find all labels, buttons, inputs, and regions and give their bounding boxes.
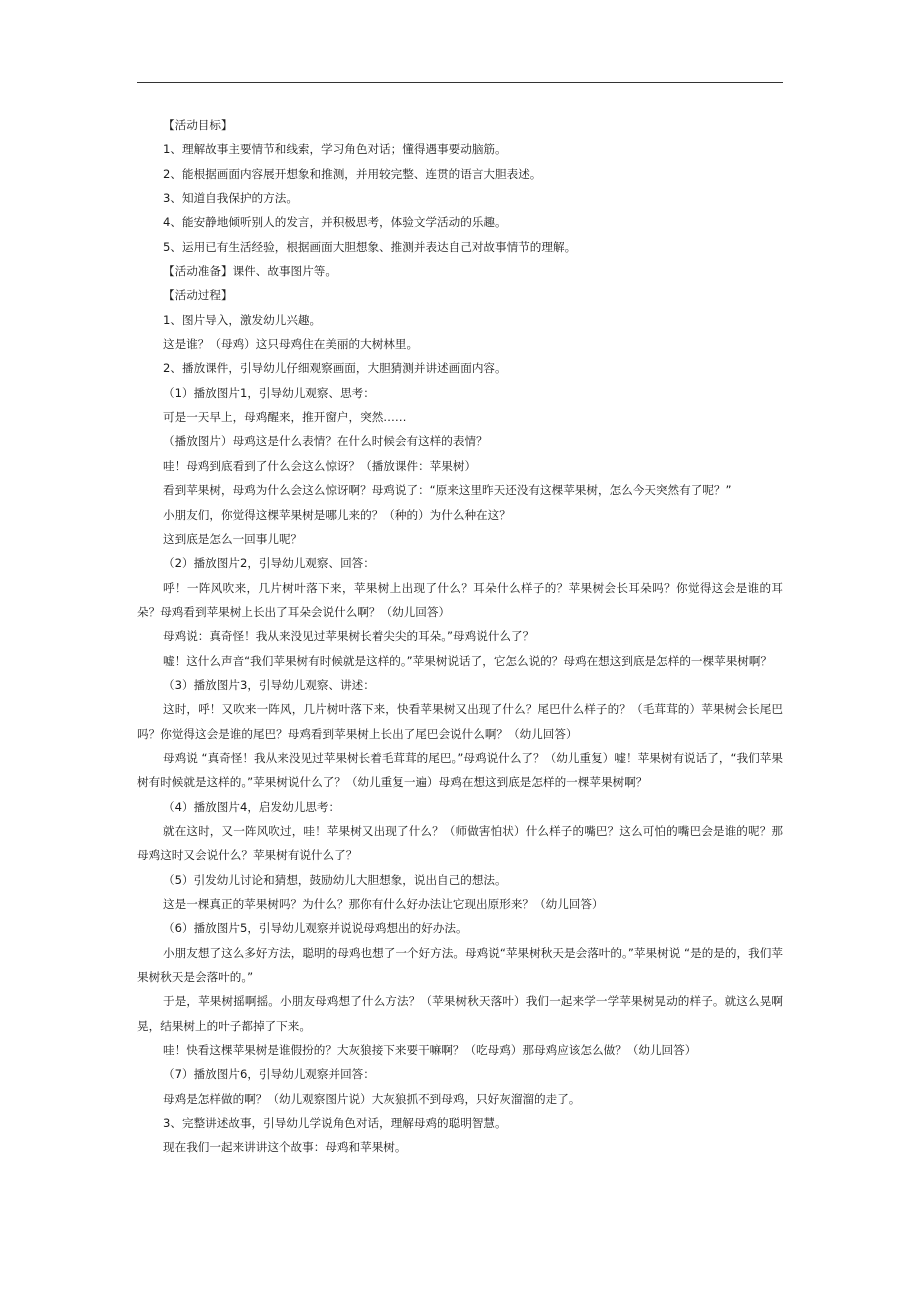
paragraph: 母鸡说 “真奇怪！我从来没见过苹果树长着毛茸茸的尾巴。”母鸡说什么了？（幼儿重复）嘘！苹果树有说话了，“我们苹果树有时候就是这样的。”苹果树说什么了？（幼儿重复一遍）母鸡在想这到底是怎样的一棵苹果树啊？ xyxy=(137,750,783,790)
paragraph: 母鸡说：真奇怪！我从来没见过苹果树长着尖尖的耳朵。”母鸡说什么了？ xyxy=(163,629,535,644)
document-body xyxy=(137,113,783,1160)
paragraph: （1）播放图片1，引导幼儿观察、思考： xyxy=(163,385,375,400)
paragraph: 小朋友们，你觉得这棵苹果树是哪儿来的？（种的）为什么种在这？ xyxy=(163,507,511,522)
paragraph: 这时，呼！又吹来一阵风，几片树叶落下来，快看苹果树又出现了什么？尾巴什么样子的？（毛茸茸的）苹果树会长尾巴吗？你觉得这会是谁的尾巴？母鸡看到苹果树上长出了尾巴会说什么啊？（幼儿回答） xyxy=(137,702,783,741)
paragraph: 嘘！这什么声音“我们苹果树有时候就是这样的。”苹果树说话了，它怎么说的？母鸡在想这到底是怎样的一棵苹果树啊？ xyxy=(163,653,773,668)
paragraph: 这是一棵真正的苹果树吗？为什么？那你有什么好办法让它现出原形来？（幼儿回答） xyxy=(163,897,604,911)
paragraph: 3、完整讲述故事，引导幼儿学说角色对话，理解母鸡的聪明智慧。 xyxy=(163,1116,507,1131)
paragraph: 2、播放课件，引导幼儿仔细观察画面，大胆猜测并讲述画面内容。 xyxy=(163,361,507,376)
goal-item-1: 1、理解故事主要情节和线索，学习角色对话；懂得遇事要动脑筋。 xyxy=(163,142,507,157)
paragraph: （5）引发幼儿讨论和猜想，鼓励幼儿大胆想象，说出自己的想法。 xyxy=(163,872,507,887)
header-rule xyxy=(137,82,783,83)
goal-item-2: 2、能根据画面内容展开想象和推测，并用较完整、连贯的语言大胆表述。 xyxy=(163,166,542,181)
heading-activity-preparation: 【活动准备】课件、故事图片等。 xyxy=(163,264,337,279)
paragraph: 母鸡是怎样做的啊？（幼儿观察图片说）大灰狼抓不到母鸡，只好灰溜溜的走了。 xyxy=(163,1091,581,1106)
paragraph: （7）播放图片6，引导幼儿观察并回答： xyxy=(163,1067,375,1082)
paragraph: 哇！母鸡到底看到了什么会这么惊讶？（播放课件：苹果树） xyxy=(163,458,477,473)
paragraph: （4）播放图片4，启发幼儿思考： xyxy=(163,799,341,814)
paragraph: 现在我们一起来讲讲这个故事：母鸡和苹果树。 xyxy=(163,1140,407,1155)
paragraph: （3）播放图片3，引导幼儿观察、讲述： xyxy=(163,677,375,692)
paragraph: （6）播放图片5，引导幼儿观察并说说母鸡想出的好办法。 xyxy=(163,921,468,936)
goal-item-3: 3、知道自我保护的方法。 xyxy=(163,191,298,206)
heading-activity-process: 【活动过程】 xyxy=(163,288,233,303)
goal-item-4: 4、能安静地倾听别人的发言，并积极思考，体验文学活动的乐趣。 xyxy=(163,215,507,230)
paragraph: 可是一天早上，母鸡醒来，推开窗户，突然…… xyxy=(163,410,407,425)
paragraph: 这到底是怎么一回事儿呢？ xyxy=(163,531,303,546)
heading-activity-goals: 【活动目标】 xyxy=(163,118,233,132)
paragraph: 就在这时，又一阵风吹过，哇！苹果树又出现了什么？（师做害怕状）什么样子的嘴巴？这么可怕的嘴巴会是谁的呢？那母鸡这时又会说什么？苹果树有说什么了？ xyxy=(137,823,783,863)
paragraph: 这是谁？（母鸡）这只母鸡住在美丽的大树林里。 xyxy=(163,337,419,352)
paragraph: 1、图片导入，激发幼儿兴趣。 xyxy=(163,312,322,327)
paragraph: 看到苹果树，母鸡为什么会这么惊讶啊？母鸡说了：“原来这里昨天还没有这棵苹果树，怎么今天突然有了呢？” xyxy=(163,483,732,498)
paragraph: 哇！快看这棵苹果树是谁假扮的？大灰狼接下来要干嘛啊？（吃母鸡）那母鸡应该怎么做？（幼儿回答） xyxy=(163,1043,697,1058)
paragraph: （2）播放图片2，引导幼儿观察、回答： xyxy=(163,556,375,571)
goal-item-5: 5、运用已有生活经验，根据画面大胆想象、推测并表达自己对故事情节的理解。 xyxy=(163,239,577,254)
paragraph: 于是，苹果树摇啊摇。小朋友母鸡想了什么方法？（苹果树秋天落叶）我们一起来学一学苹果树晃动的样子。就这么晃啊晃，结果树上的叶子都掉了下来。 xyxy=(137,994,783,1033)
paragraph: 小朋友想了这么多好方法，聪明的母鸡也想了一个好方法。母鸡说“苹果树秋天是会落叶的。”苹果树说 “是的是的，我们苹果树秋天是会落叶的。” xyxy=(137,945,783,985)
paragraph: 呼！一阵风吹来，几片树叶落下来，苹果树上出现了什么？耳朵什么样子的？苹果树会长耳朵吗？你觉得这会是谁的耳朵？母鸡看到苹果树上长出了耳朵会说什么啊？（幼儿回答） xyxy=(137,580,783,619)
paragraph: （播放图片）母鸡这是什么表情？在什么时候会有这样的表情？ xyxy=(163,434,488,449)
